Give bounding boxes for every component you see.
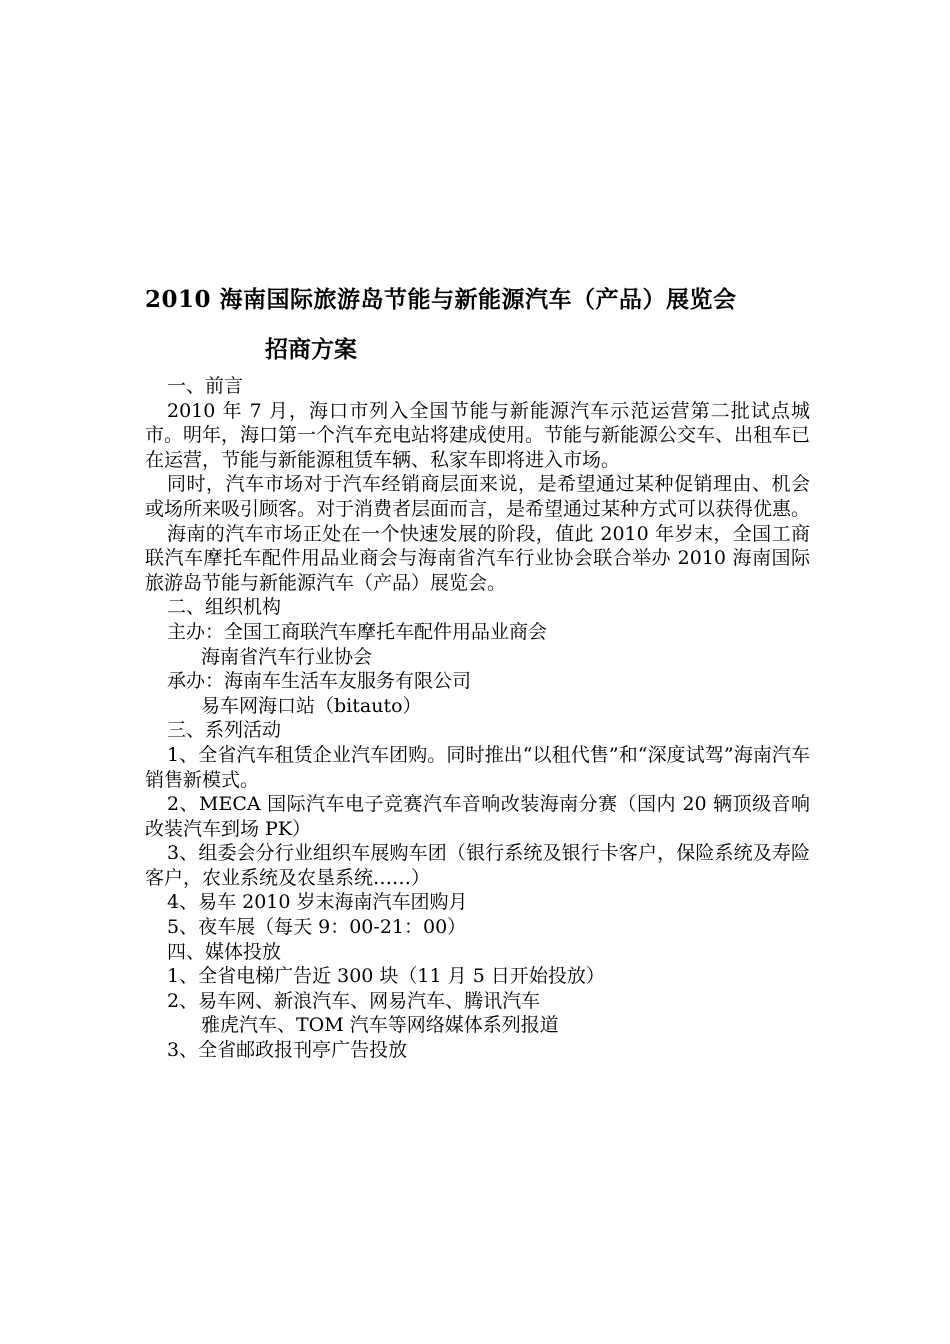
list-item: 3、组委会分行业组织车展购车团（银行系统及银行卡客户，保险系统及寿险客户，农业系统及农垦系统……）: [145, 842, 810, 889]
document-title: 2010 海南国际旅游岛节能与新能源汽车（产品）展览会: [145, 286, 737, 313]
document-subtitle: 招商方案: [265, 336, 357, 363]
org-host: 主办：全国工商联汽车摩托车配件用品业商会: [167, 620, 548, 643]
paragraph: 2010 年 7 月，海口市列入全国节能与新能源汽车示范运营第二批试点城市。明年，海口第一个汽车充电站将建成使用。节能与新能源公交车、出租车已在运营，节能与新能源租赁车辆、私家车即将进入市场。: [145, 399, 811, 471]
section-heading-media: 四、媒体投放: [167, 940, 282, 963]
list-item: 4、易车 2010 岁末海南汽车团购月: [167, 891, 468, 914]
paragraph: 海南的汽车市场正处在一个快速发展的阶段，值此 2010 年岁末，全国工商联汽车摩托车配件用品业商会与海南省汽车行业协会联合举办 2010 海南国际旅游岛节能与新能源汽车（产品）展览会。: [145, 522, 810, 594]
org-organizer-2: 易车网海口站（bitauto）: [201, 694, 422, 717]
paragraph: 同时，汽车市场对于汽车经销商层面来说，是希望通过某种促销理由、机会或场所来吸引顾客。对于消费者层面而言，是希望通过某种方式可以获得优惠。: [145, 473, 811, 520]
section-heading-preface: 一、前言: [167, 375, 244, 397]
org-host-2: 海南省汽车行业协会: [201, 645, 373, 668]
list-item: 1、全省电梯广告近 300 块（11 月 5 日开始投放）: [167, 965, 605, 988]
list-item: 5、夜车展（每天 9：00-21：00）: [167, 916, 467, 939]
list-item: 3、全省邮政报刊亭广告投放: [167, 1039, 408, 1062]
section-heading-activities: 三、系列活动: [167, 719, 282, 742]
list-item: 2、MECA 国际汽车电子竞赛汽车音响改装海南分赛（国内 20 辆顶级音响改装汽车到场 PK）: [145, 793, 810, 840]
list-item: 1、全省汽车租赁企业汽车团购。同时推出“以租代售”和“深度试驾”海南汽车销售新模式。: [145, 743, 810, 791]
document-body: [145, 374, 810, 1063]
org-organizer: 承办：海南车生活车友服务有限公司: [167, 670, 472, 693]
list-item-continued: 雅虎汽车、TOM 汽车等网络媒体系列报道: [201, 1014, 559, 1037]
list-item: 2、易车网、新浪汽车、网易汽车、腾讯汽车: [167, 989, 541, 1012]
section-heading-org: 二、组织机构: [167, 596, 282, 619]
